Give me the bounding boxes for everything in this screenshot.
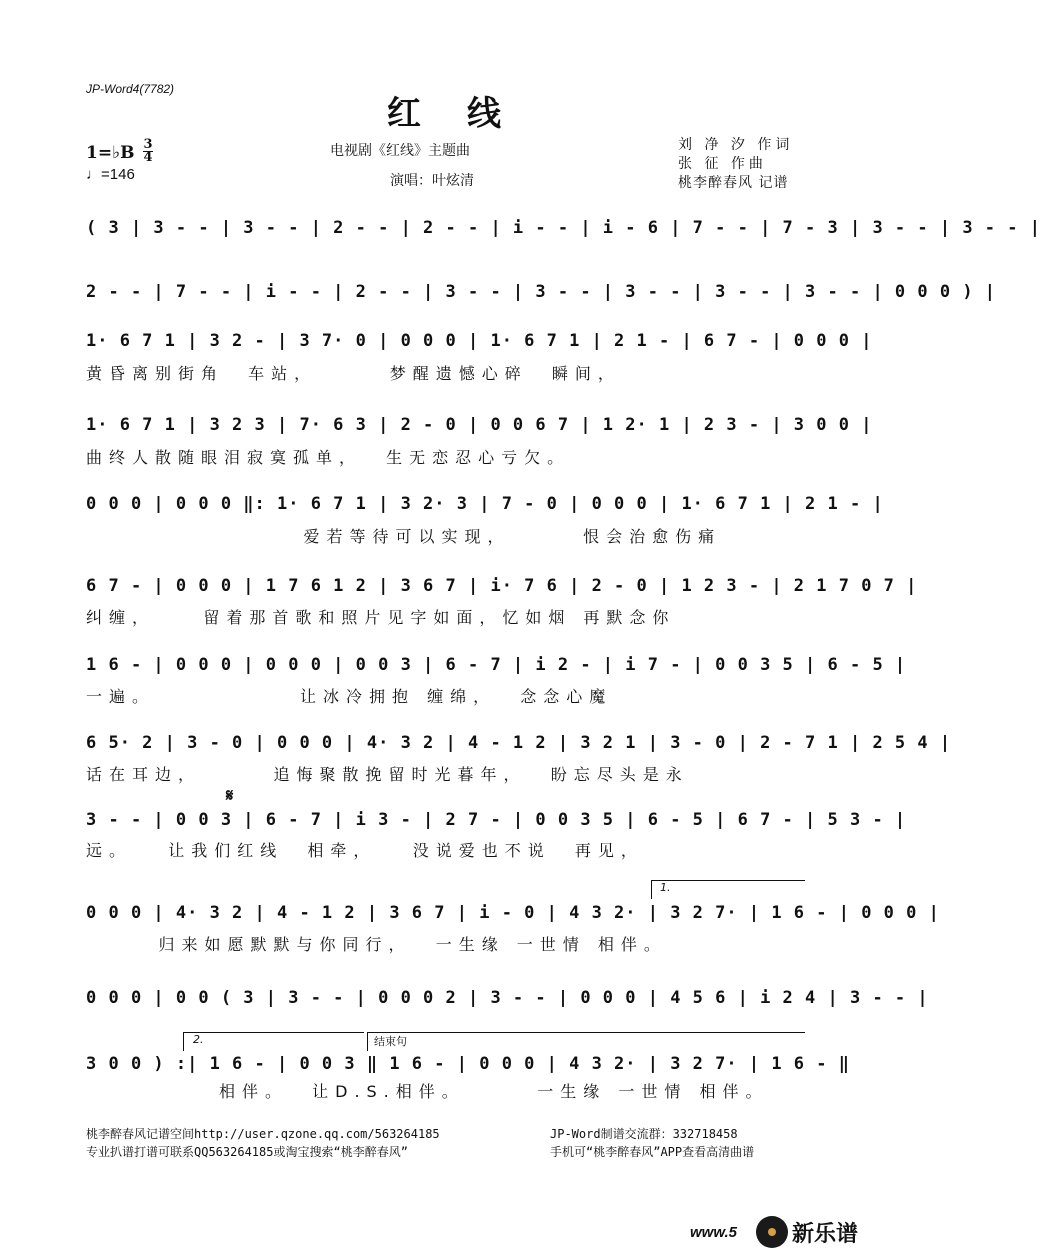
lyrics-row-10: 归来如愿默默与你同行， 一生缘 一世情 相伴。 — [86, 935, 667, 954]
song-subtitle: 电视剧《红线》主题曲 — [330, 143, 470, 159]
composer-credit: 张 征 作曲 — [678, 156, 767, 172]
lyrics-row-4: 曲终人散随眼泪寂寞孤单， 生无恋忍心亏欠。 — [86, 448, 571, 467]
notation-row-1: ( 3 | 3 - - | 3 - - | 2 - - | 2 - - | i - - | i - 6 | 7 - - | 7 - 3 | 3 - - | 3 - - | — [86, 218, 1041, 238]
record-disc-icon — [756, 1216, 788, 1248]
notation-row-9: 3 - - | 0 0 3 | 6 - 7 | i 3 - | 2 7 - | 0 0 3 5 | 6 - 5 | 6 7 - | 5 3 - | — [86, 810, 907, 830]
key-signature: 1=♭B — [86, 143, 135, 163]
song-title: 红线 — [387, 94, 547, 134]
segno-sign: 𝄋 — [226, 786, 234, 806]
watermark-brand: 新乐谱 — [792, 1222, 859, 1247]
footer-right-2: 手机可“桃李醉春风”APP查看高清曲谱 — [550, 1145, 755, 1159]
lyricist-credit: 刘 净 汐 作词 — [678, 137, 794, 153]
record-disc-center — [768, 1228, 776, 1236]
lyrics-row-7: 一遍。 让冰冷拥抱 缠绵， 念念心魔 — [86, 687, 613, 706]
lyrics-row-6: 纠缠， 留着那首歌和照片见字如面，忆如烟 再默念你 — [86, 608, 676, 627]
time-signature-top: 3 — [143, 137, 153, 152]
coda-bracket — [367, 1032, 805, 1051]
volta-bracket-1 — [651, 880, 805, 899]
volta-label-1: 1. — [660, 881, 671, 894]
notation-row-11: 0 0 0 | 0 0 ( 3 | 3 - - | 0 0 0 2 | 3 - - | 0 0 0 | 4 5 6 | i 2 4 | 3 - - | — [86, 988, 929, 1008]
notation-row-5: 0 0 0 | 0 0 0 ‖: 1· 6 7 1 | 3 2· 3 | 7 - 0 | 0 0 0 | 1· 6 7 1 | 2 1 - | — [86, 494, 884, 514]
notation-row-4: 1· 6 7 1 | 3 2 3 | 7· 6 3 | 2 - 0 | 0 0 6 7 | 1 2· 1 | 2 3 - | 3 0 0 | — [86, 415, 873, 435]
lyrics-row-9: 远。 让我们红线 相牵， 没说爱也不说 再见， — [86, 841, 644, 860]
footer-right-1: JP-Word制谱交流群：332718458 — [550, 1127, 738, 1141]
lyrics-row-5: 爱若等待可以实现， 恨会治愈伤痛 — [86, 527, 722, 546]
time-signature — [143, 139, 153, 164]
notation-row-7: 1 6 - | 0 0 0 | 0 0 0 | 0 0 3 | 6 - 7 | i 2 - | i 7 - | 0 0 3 5 | 6 - 5 | — [86, 655, 907, 675]
notation-row-12: 3 0 0 ) :| 1 6 - | 0 0 3 ‖ 1 6 - | 0 0 0 | 4 3 2· | 3 2 7· | 1 6 - ‖ — [86, 1054, 850, 1074]
transcriber-credit: 桃李醉春风 记谱 — [678, 175, 789, 191]
notation-row-6: 6 7 - | 0 0 0 | 1 7 6 1 2 | 3 6 7 | i· 7 6 | 2 - 0 | 1 2 3 - | 2 1 7 0 7 | — [86, 576, 918, 596]
notation-row-2: 2 - - | 7 - - | i - - | 2 - - | 3 - - | 3 - - | 3 - - | 3 - - | 3 - - | 0 0 0 ) | — [86, 282, 997, 302]
lyrics-row-3: 黄昏离别街角 车站， 梦醒遗憾心碎 瞬间， — [86, 364, 621, 383]
footer-left-2: 专业扒谱打谱可联系QQ563264185或淘宝搜索“桃李醉春风” — [86, 1145, 408, 1159]
notation-row-10: 0 0 0 | 4· 3 2 | 4 - 1 2 | 3 6 7 | i - 0 | 4 3 2· | 3 2 7· | 1 6 - | 0 0 0 | — [86, 903, 940, 923]
tempo-marking: ♩=146 — [86, 166, 135, 183]
lyrics-row-12: 相伴。 让D.S.相伴。 一生缘 一世情 相伴。 — [86, 1082, 769, 1101]
footer-left-1: 桃李醉春风记谱空间http://user.qzone.qq.com/563264185 — [86, 1127, 440, 1141]
volta-label-2: 2. — [193, 1033, 204, 1046]
time-signature-bottom: 4 — [143, 150, 153, 165]
coda-label: 结束句 — [374, 1035, 407, 1048]
watermark-url: www.5 — [690, 1224, 737, 1241]
software-version: JP-Word4(7782) — [86, 82, 175, 96]
lyrics-row-8: 话在耳边， 追悔聚散挽留时光暮年， 盼忘尽头是永 — [86, 765, 689, 784]
notation-row-3: 1· 6 7 1 | 3 2 - | 3 7· 0 | 0 0 0 | 1· 6 7 1 | 2 1 - | 6 7 - | 0 0 0 | — [86, 331, 873, 351]
notation-row-8: 6 5· 2 | 3 - 0 | 0 0 0 | 4· 3 2 | 4 - 1 2 | 3 2 1 | 3 - 0 | 2 - 7 1 | 2 5 4 | — [86, 733, 952, 753]
volta-bracket-2 — [183, 1032, 364, 1051]
singer-credit: 演唱：叶炫清 — [390, 173, 474, 189]
